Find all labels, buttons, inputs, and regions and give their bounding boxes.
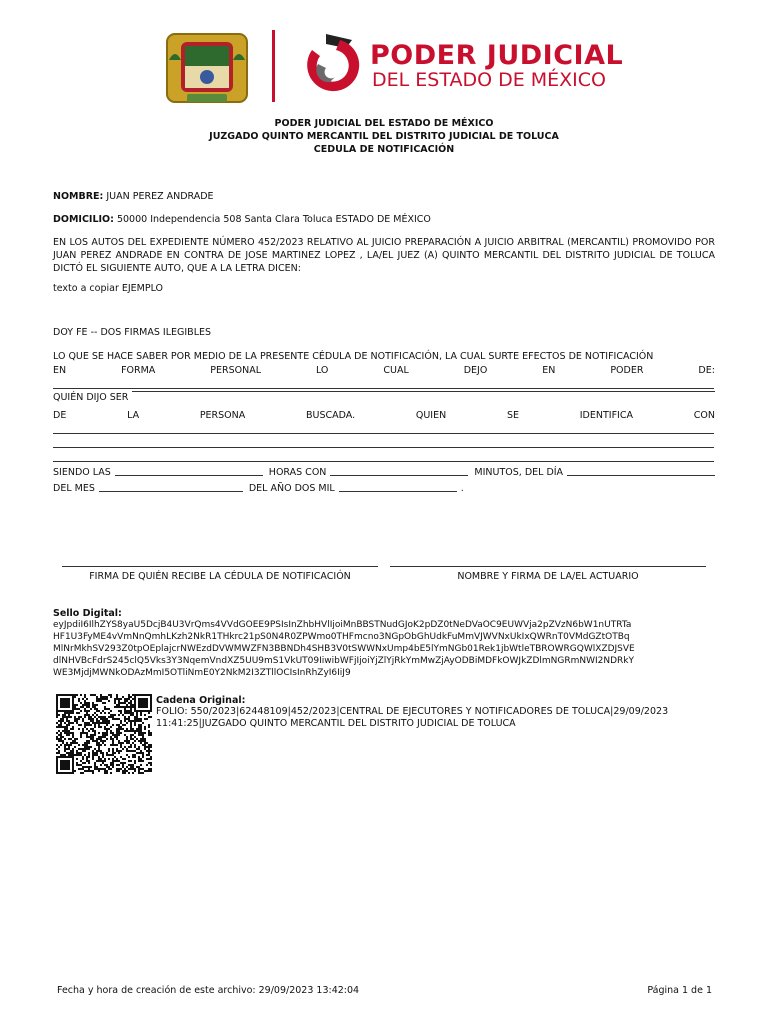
heading-line: JUZGADO QUINTO MERCANTIL DEL DISTRITO JUDICIAL DE TOLUCA	[209, 131, 559, 142]
del-mes-row	[53, 482, 715, 495]
word: EN	[53, 365, 67, 376]
word: BUSCADA.	[306, 410, 356, 421]
word: DE:	[698, 365, 715, 376]
blank-line	[53, 388, 714, 389]
siendo-label: SIENDO LAS	[53, 467, 111, 478]
sello-digital-value	[53, 619, 715, 679]
blank-line	[115, 475, 263, 476]
nombre-label: NOMBRE:	[53, 191, 104, 202]
word: IDENTIFICA	[579, 410, 633, 421]
sello-line: eyJpdiI6IlhZYS8yaU5DcjB4U3VrQms4VVdGOEE9PSIsInZhbHVlIjoiMnBBSTNudGJoK2pDZ0tNeDVaOC9EUWVja2pZVzN6bW1nUTRTa	[53, 620, 632, 630]
word: SE	[506, 410, 519, 421]
signature-line-left	[62, 566, 378, 567]
word: DEJO	[463, 365, 488, 376]
texto-copiar: texto a copiar EJEMPLO	[53, 283, 164, 294]
doy-fe-text: DOY FE -- DOS FIRMAS ILEGIBLES	[53, 327, 212, 338]
nombre-row	[53, 190, 715, 203]
sello-line: MlNrMkhSV293Z0tpOEplajcrNWEzdDVWMWZFN3BBNDh4SHB3V0tSWWNxUmp4bE5lYmNGb01Rek1jbWtleTBROWRGQWlXZDJSVE	[53, 644, 635, 654]
qr-code	[56, 694, 152, 774]
blank-line	[99, 491, 243, 492]
word: LA	[127, 410, 140, 421]
horas-label: HORAS CON	[268, 467, 327, 478]
word: DE	[53, 410, 67, 421]
header-divider	[272, 30, 275, 102]
cadena-line: FOLIO: 550/2023|62448109|452/2023|CENTRAL DE EJECUTORES Y NOTIFICADORES DE TOLUCA|29/09/2023	[156, 706, 669, 717]
en-forma-row	[53, 364, 715, 377]
word: CON	[693, 410, 715, 421]
word: EN	[542, 365, 556, 376]
signature-caption-recibe: FIRMA DE QUIÉN RECIBE LA CÉDULA DE NOTIFICACIÓN	[89, 571, 351, 582]
blank-line	[339, 491, 457, 492]
period: .	[460, 483, 464, 494]
quien-dijo-row	[53, 391, 715, 404]
word: FORMA	[121, 365, 156, 376]
document-heading	[0, 117, 768, 156]
de-la-persona-row	[53, 409, 715, 422]
lo-que-text: LO QUE SE HACE SABER POR MEDIO DE LA PRESENTE CÉDULA DE NOTIFICACIÓN, LA CUAL SURTE EFECTOS DE NOTIFICACIÓN	[53, 351, 654, 362]
signature-caption-actuario: NOMBRE Y FIRMA DE LA/EL ACTUARIO	[457, 571, 639, 582]
footer-page-number: Página 1 de 1	[647, 985, 712, 996]
word: PERSONA	[199, 410, 246, 421]
expediente-paragraph: EN LOS AUTOS DEL EXPEDIENTE NÚMERO 452/2023 RELATIVO AL JUICIO PREPARACIÓN A JUICIO ARBITRAL (MERCANTIL) PROMOVIDO POR JUAN PEREZ ANDRADE EN CONTRA DE JOSE MARTINEZ LOPEZ , LA/EL JUEZ (A) QUINTO MERCANTIL DEL DISTRITO JUDICIAL DE TOLUCA DICTÓ EL SIGUIENTE AUTO, QUE A LA LETRA DICEN:	[53, 237, 715, 274]
cadena-original-value	[156, 706, 716, 730]
siendo-row	[53, 466, 715, 479]
minutos-label: MINUTOS, DEL DÍA	[474, 467, 564, 478]
blank-line	[330, 475, 468, 476]
blank-line	[53, 433, 714, 434]
blank-line	[53, 461, 714, 462]
footer-created-timestamp: Fecha y hora de creación de este archivo: 29/09/2023 13:42:04	[57, 985, 360, 996]
domicilio-row	[53, 213, 715, 226]
sello-label: Sello Digital:	[53, 608, 122, 619]
word: QUIEN	[415, 410, 447, 421]
sello-line: HF1U3FyME4vVmNnQmhLKzh2NkR1THkrc21pS0N4R0ZPWmo0THFmcno3NGpObGhUdkFuMmVJWVNxUkIxQWRnT0VMdGZtOTBq	[53, 632, 630, 642]
sello-line: WE3MjdjMWNkODAzMmI5OTliNmE0Y2NkM2I3ZTllOCIsInRhZyI6IiJ9	[53, 668, 351, 678]
poder-judicial-emblem-logo	[296, 30, 362, 102]
blank-line	[567, 475, 715, 476]
quien-dijo-label: QUIÉN DIJO SER	[53, 392, 129, 403]
heading-line: PODER JUDICIAL DEL ESTADO DE MÉXICO	[274, 118, 494, 129]
del-anio-label: DEL AÑO DOS MIL	[248, 483, 335, 494]
cadena-label: Cadena Original:	[156, 695, 246, 706]
estado-de-mexico-seal-logo	[165, 30, 249, 106]
domicilio-label: DOMICILIO:	[53, 214, 114, 225]
blank-line	[53, 447, 714, 448]
brand-subtitle: DEL ESTADO DE MÉXICO	[372, 69, 606, 91]
nombre-value: JUAN PEREZ ANDRADE	[106, 191, 214, 202]
domicilio-value: 50000 Independencia 508 Santa Clara Toluca ESTADO DE MÉXICO	[116, 214, 431, 225]
cadena-line: 11:41:25|JUZGADO QUINTO MERCANTIL DEL DISTRITO JUDICIAL DE TOLUCA	[156, 718, 516, 729]
word: PERSONAL	[210, 365, 262, 376]
sello-line: dlNHVBcFdrS245clQ5Vks3Y3NqemVndXZ5UU9mS1VkUT09IiwibWFjIjoiYjZlYjRkYmMwZjAyODBiMDFkOWJkZDlmNGRmNWI2NDRkY	[53, 656, 635, 666]
word: LO	[315, 365, 329, 376]
word: PODER	[610, 365, 644, 376]
brand-title: PODER JUDICIAL	[370, 40, 624, 71]
heading-line: CEDULA DE NOTIFICACIÓN	[313, 144, 455, 155]
del-mes-label: DEL MES	[53, 483, 95, 494]
word: CUAL	[383, 365, 409, 376]
signature-line-right	[390, 566, 706, 567]
blank-line	[132, 391, 715, 392]
